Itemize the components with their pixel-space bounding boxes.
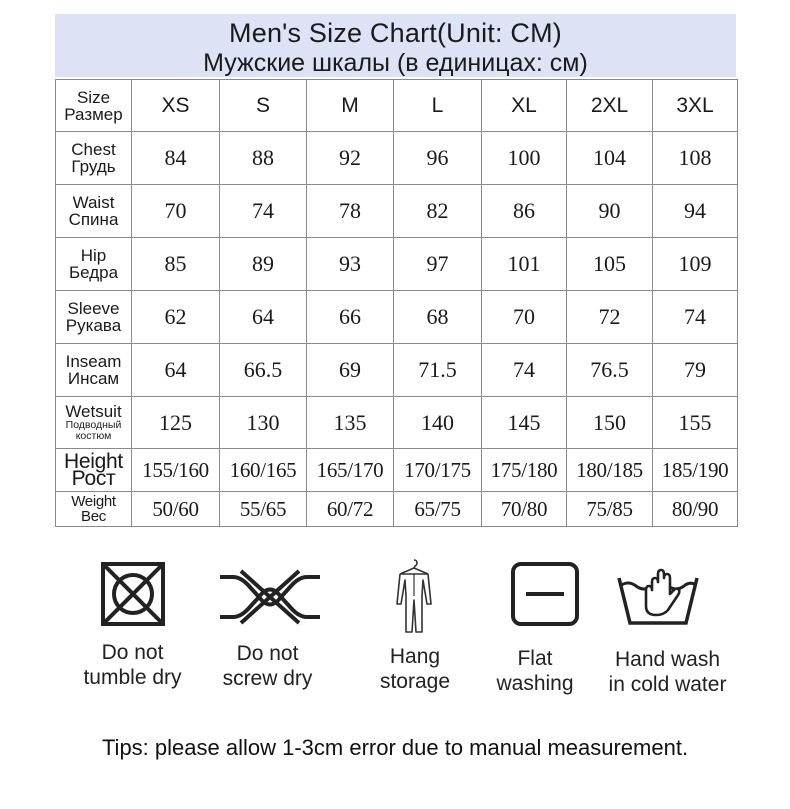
table-cell: 135 bbox=[307, 397, 394, 449]
corner-label-en: Size bbox=[76, 87, 111, 107]
care-label-line: Flat bbox=[517, 647, 553, 670]
table-cell: 140 bbox=[394, 397, 482, 449]
table-cell: 65/75 bbox=[394, 492, 482, 527]
table-row-inseam bbox=[56, 344, 738, 397]
table-cell: 93 bbox=[307, 238, 394, 291]
row-label-sleeve bbox=[56, 291, 132, 344]
care-label-line: Do not bbox=[101, 641, 164, 664]
table-cell: 94 bbox=[653, 185, 738, 238]
table-cell: 74 bbox=[482, 344, 567, 397]
table-cell: 145 bbox=[482, 397, 567, 449]
hang-storage-icon bbox=[394, 556, 434, 636]
care-label-handwash bbox=[585, 647, 750, 697]
row-label-waist bbox=[56, 185, 132, 238]
table-cell: 70 bbox=[132, 185, 220, 238]
size-table bbox=[55, 79, 738, 527]
table-cell: 71.5 bbox=[394, 344, 482, 397]
row-label-en: Wetsuit bbox=[65, 402, 122, 421]
size-header-3xl: 3XL bbox=[653, 80, 738, 132]
row-label-ru: Рукава bbox=[65, 316, 122, 335]
table-row-sleeve bbox=[56, 291, 738, 344]
care-label-line: in cold water bbox=[608, 673, 727, 696]
row-label-ru: Рост bbox=[71, 467, 116, 490]
table-row-chest bbox=[56, 132, 738, 185]
care-label-line: Do not bbox=[236, 642, 299, 665]
title-english: Men's Size Chart(Unit: CM) bbox=[229, 18, 562, 48]
row-label-ru: Подводный bbox=[65, 419, 122, 431]
row-label-hip bbox=[56, 238, 132, 291]
hand-wash-icon bbox=[616, 560, 700, 626]
table-cell: 88 bbox=[220, 132, 307, 185]
table-cell: 74 bbox=[220, 185, 307, 238]
table-cell: 64 bbox=[220, 291, 307, 344]
care-label-tumble bbox=[55, 640, 210, 690]
row-label-weight bbox=[56, 492, 132, 527]
row-label-ru: Спина bbox=[68, 210, 119, 229]
table-cell: 100 bbox=[482, 132, 567, 185]
table-cell: 165/170 bbox=[307, 449, 394, 492]
table-cell: 125 bbox=[132, 397, 220, 449]
care-label-line: storage bbox=[379, 670, 451, 693]
table-cell: 79 bbox=[653, 344, 738, 397]
corner-label-ru: Размер bbox=[64, 104, 123, 124]
table-cell: 69 bbox=[307, 344, 394, 397]
table-cell: 108 bbox=[653, 132, 738, 185]
chart-header bbox=[55, 14, 736, 77]
table-cell: 68 bbox=[394, 291, 482, 344]
table-cell: 170/175 bbox=[394, 449, 482, 492]
table-cell: 96 bbox=[394, 132, 482, 185]
flat-dry-icon bbox=[510, 561, 580, 627]
row-label-en: Hip bbox=[80, 246, 107, 265]
table-cell: 155 bbox=[653, 397, 738, 449]
row-label-wetsuit bbox=[56, 397, 132, 449]
care-label-line: Hand wash bbox=[614, 648, 721, 671]
table-cell: 74 bbox=[653, 291, 738, 344]
do-not-wring-icon bbox=[217, 568, 323, 626]
table-cell: 155/160 bbox=[132, 449, 220, 492]
table-cell: 185/190 bbox=[653, 449, 738, 492]
size-header-m: M bbox=[307, 80, 394, 132]
table-cell: 109 bbox=[653, 238, 738, 291]
table-cell: 66 bbox=[307, 291, 394, 344]
row-label-en: Sleeve bbox=[67, 299, 120, 318]
care-label-screw bbox=[190, 641, 345, 691]
size-header-s: S bbox=[220, 80, 307, 132]
table-cell: 86 bbox=[482, 185, 567, 238]
table-cell: 92 bbox=[307, 132, 394, 185]
care-label-line: Hang bbox=[389, 645, 441, 668]
table-cell: 62 bbox=[132, 291, 220, 344]
row-label-ru: Инсам bbox=[67, 369, 120, 388]
table-cell: 70/80 bbox=[482, 492, 567, 527]
table-cell: 101 bbox=[482, 238, 567, 291]
table-row-waist bbox=[56, 185, 738, 238]
table-cell: 78 bbox=[307, 185, 394, 238]
row-label-ru: Вес bbox=[81, 508, 106, 525]
table-cell: 82 bbox=[394, 185, 482, 238]
table-cell: 80/90 bbox=[653, 492, 738, 527]
table-cell: 60/72 bbox=[307, 492, 394, 527]
table-cell: 84 bbox=[132, 132, 220, 185]
table-row-height bbox=[56, 449, 738, 492]
table-cell: 50/60 bbox=[132, 492, 220, 527]
care-label-line: tumble dry bbox=[83, 666, 182, 689]
row-label-height bbox=[56, 449, 132, 492]
table-cell: 55/65 bbox=[220, 492, 307, 527]
tips-note: Tips: please allow 1-3cm error due to manual measurement. bbox=[101, 735, 689, 760]
table-cell: 66.5 bbox=[220, 344, 307, 397]
row-label-chest bbox=[56, 132, 132, 185]
table-cell: 105 bbox=[567, 238, 653, 291]
corner-cell bbox=[56, 80, 132, 132]
size-header-xl: XL bbox=[482, 80, 567, 132]
table-cell: 85 bbox=[132, 238, 220, 291]
table-cell: 75/85 bbox=[567, 492, 653, 527]
row-label-en: Inseam bbox=[65, 352, 122, 371]
table-cell: 76.5 bbox=[567, 344, 653, 397]
size-header-2xl: 2XL bbox=[567, 80, 653, 132]
table-cell: 64 bbox=[132, 344, 220, 397]
row-label-en: Height bbox=[64, 450, 123, 473]
do-not-tumble-dry-icon bbox=[100, 561, 166, 627]
table-row-weight bbox=[56, 492, 738, 527]
table-cell: 175/180 bbox=[482, 449, 567, 492]
row-label-ru: Грудь bbox=[71, 157, 116, 176]
table-cell: 70 bbox=[482, 291, 567, 344]
table-header-row bbox=[56, 80, 738, 132]
table-cell: 130 bbox=[220, 397, 307, 449]
row-label-ru: костюм bbox=[75, 430, 112, 442]
table-cell: 97 bbox=[394, 238, 482, 291]
table-cell: 90 bbox=[567, 185, 653, 238]
row-label-en: Waist bbox=[72, 193, 115, 212]
table-cell: 180/185 bbox=[567, 449, 653, 492]
row-label-en: Chest bbox=[71, 140, 116, 159]
size-header-xs: XS bbox=[132, 80, 220, 132]
table-cell: 160/165 bbox=[220, 449, 307, 492]
table-cell: 150 bbox=[567, 397, 653, 449]
row-label-en: Weight bbox=[71, 493, 116, 510]
row-label-ru: Бедра bbox=[68, 263, 119, 282]
title-russian: Мужские шкалы (в единицах: см) bbox=[203, 49, 588, 77]
table-row-wetsuit bbox=[56, 397, 738, 449]
table-cell: 104 bbox=[567, 132, 653, 185]
table-cell: 72 bbox=[567, 291, 653, 344]
care-label-line: washing bbox=[496, 672, 574, 695]
table-cell: 89 bbox=[220, 238, 307, 291]
table-row-hip bbox=[56, 238, 738, 291]
size-header-l: L bbox=[394, 80, 482, 132]
row-label-inseam bbox=[56, 344, 132, 397]
care-label-line: screw dry bbox=[222, 667, 313, 690]
